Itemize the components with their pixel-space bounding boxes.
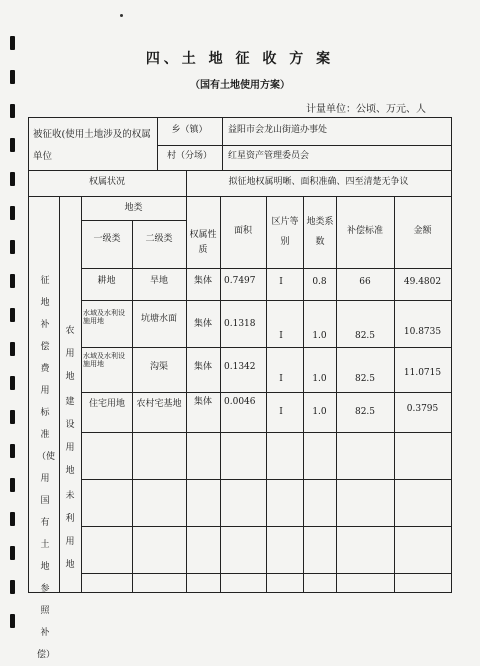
row-nature: 集体	[193, 319, 212, 329]
binder-hole	[10, 376, 15, 390]
binder-hole	[10, 478, 15, 492]
compensation-standard-label: 征地补偿费用标准（使用国有土地参照补偿）	[37, 276, 56, 660]
standard-header: 补偿标准	[346, 226, 383, 236]
level1-header: 一级类	[93, 234, 121, 244]
row-standard: 66	[359, 277, 371, 287]
row-area: 0.0046	[224, 397, 256, 407]
ownership-status-label: 权属状况	[88, 177, 125, 187]
grid-line	[336, 196, 337, 593]
ownership-status-value: 拟征地权属明晰、面积准确、四至清楚无争议	[228, 177, 409, 187]
binder-hole	[10, 546, 15, 560]
village-value: 红星资产管理委员会	[228, 151, 310, 161]
construction-land-label: 建设用地	[65, 397, 75, 476]
row-zone: I	[279, 331, 283, 341]
nature-header: 权属性质	[189, 230, 217, 255]
binder-hole	[10, 104, 15, 118]
coefficient-header: 地类系数	[306, 217, 334, 247]
zone-header: 区片等别	[271, 217, 299, 247]
row-amount: 49.4802	[403, 277, 442, 287]
row-standard: 82.5	[354, 407, 376, 417]
row-level2: 旱地	[149, 276, 168, 286]
ownership-unit-label: 被征收(使用土地涉及的权属单位	[33, 129, 151, 162]
grid-line	[186, 196, 187, 593]
farmland-label: 农用地	[65, 326, 75, 382]
row-level1: 耕地	[97, 276, 116, 286]
row-nature: 集体	[193, 397, 212, 407]
row-level1: 住宅用地	[88, 399, 125, 409]
grid-line	[222, 117, 223, 171]
table-border-right	[451, 117, 452, 593]
binder-hole	[10, 138, 15, 152]
table-border-bottom	[28, 592, 452, 593]
unused-land-label: 未利用地	[65, 491, 75, 570]
binder-hole	[10, 580, 15, 594]
grid-line	[394, 196, 395, 593]
binder-hole	[10, 614, 15, 628]
grid-line	[28, 196, 452, 197]
grid-line	[81, 196, 82, 593]
measurement-unit: 计量单位：公顷、万元、人	[306, 104, 426, 115]
binder-hole	[10, 512, 15, 526]
row-nature: 集体	[193, 276, 212, 286]
town-value: 益阳市会龙山街道办事处	[228, 125, 328, 135]
row-zone: I	[279, 407, 283, 417]
row-coefficient: 1.0	[312, 374, 327, 384]
land-class-header: 地类	[124, 203, 143, 213]
grid-line	[81, 220, 186, 221]
row-nature: 集体	[193, 362, 212, 372]
binder-hole	[10, 206, 15, 220]
area-header: 面积	[233, 226, 252, 236]
row-level1: 水域及水利设施用地	[83, 309, 125, 326]
village-label: 村（分场）	[166, 151, 212, 161]
row-area: 0.1342	[224, 362, 256, 372]
amount-header: 金额	[413, 226, 432, 236]
grid-line	[157, 145, 452, 146]
paper-speck	[120, 14, 123, 17]
binder-hole	[10, 308, 15, 322]
row-area: 0.7497	[224, 276, 256, 286]
row-zone: I	[279, 277, 283, 287]
row-level2: 坑塘水面	[140, 314, 177, 324]
row-standard: 82.5	[354, 374, 376, 384]
grid-line	[220, 196, 221, 593]
page-title: 四、土 地 征 收 方 案	[145, 51, 335, 67]
town-label: 乡（镇）	[171, 125, 208, 135]
row-standard: 82.5	[354, 331, 376, 341]
binder-hole	[10, 274, 15, 288]
row-zone: I	[279, 374, 283, 384]
row-area: 0.1318	[224, 319, 256, 329]
row-amount: 11.0715	[403, 368, 442, 378]
page-subtitle: （国有土地使用方案）	[190, 80, 290, 91]
row-level2: 农村宅基地	[136, 399, 182, 409]
table-border-top	[28, 117, 452, 118]
row-coefficient: 1.0	[312, 331, 327, 341]
row-amount: 10.8735	[403, 327, 442, 337]
row-level2: 沟渠	[149, 362, 168, 372]
row-coefficient: 1.0	[312, 407, 327, 417]
row-level1: 水域及水利设施用地	[83, 352, 125, 369]
binder-hole	[10, 172, 15, 186]
grid-line	[266, 196, 267, 593]
grid-line	[303, 196, 304, 593]
binder-hole	[10, 444, 15, 458]
binder-hole	[10, 342, 15, 356]
row-amount: 0.3795	[406, 404, 439, 414]
grid-line	[59, 196, 60, 593]
binder-hole	[10, 240, 15, 254]
row-coefficient: 0.8	[312, 277, 327, 287]
level2-header: 二级类	[145, 234, 173, 244]
grid-line	[28, 170, 452, 171]
binder-hole	[10, 410, 15, 424]
table-border-left	[28, 117, 29, 593]
